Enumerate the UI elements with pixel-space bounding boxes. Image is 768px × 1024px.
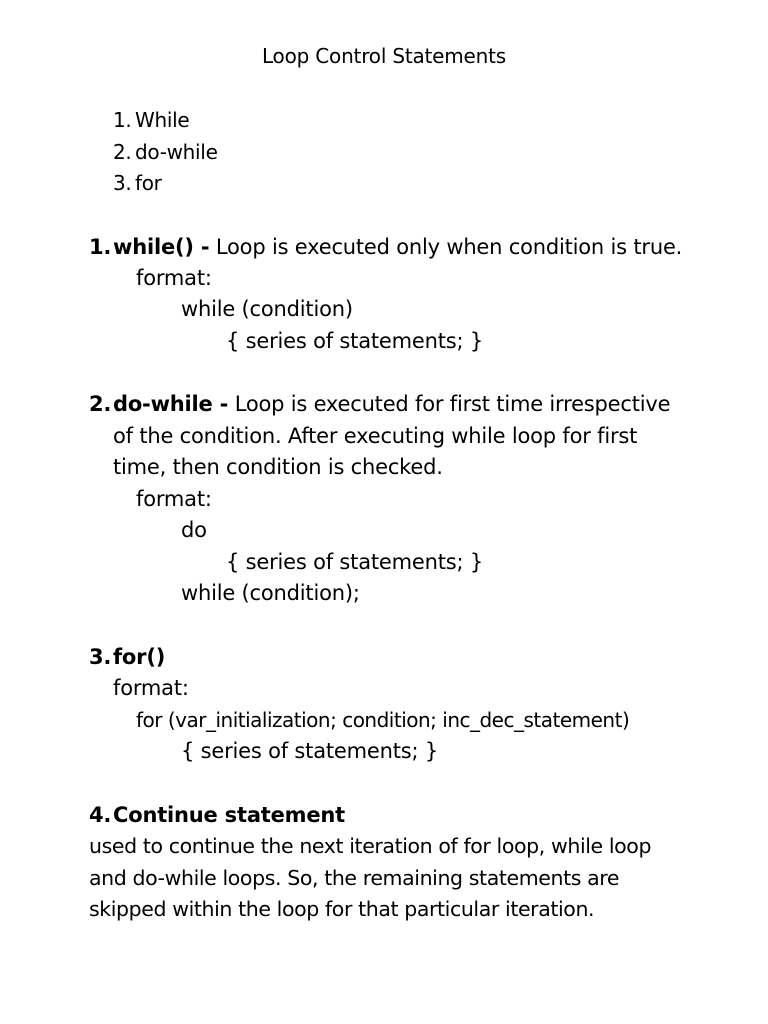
- section-description: Loop is executed only when condition is true.: [215, 235, 683, 259]
- format-label: format:: [113, 676, 189, 700]
- code-line: for (var_initialization; condition; inc_dec_statement): [136, 708, 630, 732]
- section-description-line: time, then condition is checked.: [113, 455, 443, 479]
- toc-item: [113, 171, 162, 195]
- code-line: while (condition);: [181, 581, 360, 605]
- section-title: while() -: [113, 235, 210, 259]
- section-for-heading: [89, 645, 165, 669]
- section-do-while-heading: [89, 392, 670, 416]
- code-line: { series of statements; }: [181, 739, 438, 763]
- toc-number: 3.: [113, 171, 132, 195]
- page-title: Loop Control Statements: [261, 44, 507, 68]
- code-line: while (condition): [181, 297, 353, 321]
- section-while-heading: [89, 235, 682, 259]
- toc-item: [113, 140, 218, 164]
- section-number: 4.: [89, 803, 112, 827]
- section-description-line: of the condition. After executing while loop for first: [113, 424, 638, 448]
- section-title: for(): [113, 645, 166, 669]
- format-label: format:: [136, 487, 212, 511]
- toc-text: for: [135, 171, 162, 195]
- section-number: 1.: [89, 235, 112, 259]
- section-number: 3.: [89, 645, 112, 669]
- section-number: 2.: [89, 392, 112, 416]
- toc-text: While: [135, 108, 190, 132]
- section-description-line: and do-while loops. So, the remaining statements are: [89, 866, 620, 890]
- code-line: { series of statements; }: [226, 329, 483, 353]
- toc-text: do-while: [135, 140, 218, 164]
- toc-item: [113, 108, 189, 132]
- section-continue-heading: [89, 803, 345, 827]
- toc-number: 2.: [113, 140, 132, 164]
- section-description-line: skipped within the loop for that particular iteration.: [89, 897, 595, 921]
- section-title: do-while -: [113, 392, 229, 416]
- section-description: Loop is executed for first time irrespective: [234, 392, 671, 416]
- toc-number: 1.: [113, 108, 132, 132]
- section-title: Continue statement: [113, 803, 345, 827]
- code-line: { series of statements; }: [226, 550, 483, 574]
- code-line: do: [181, 518, 207, 542]
- section-description-line: used to continue the next iteration of for loop, while loop: [89, 834, 652, 858]
- format-label: format:: [136, 266, 212, 290]
